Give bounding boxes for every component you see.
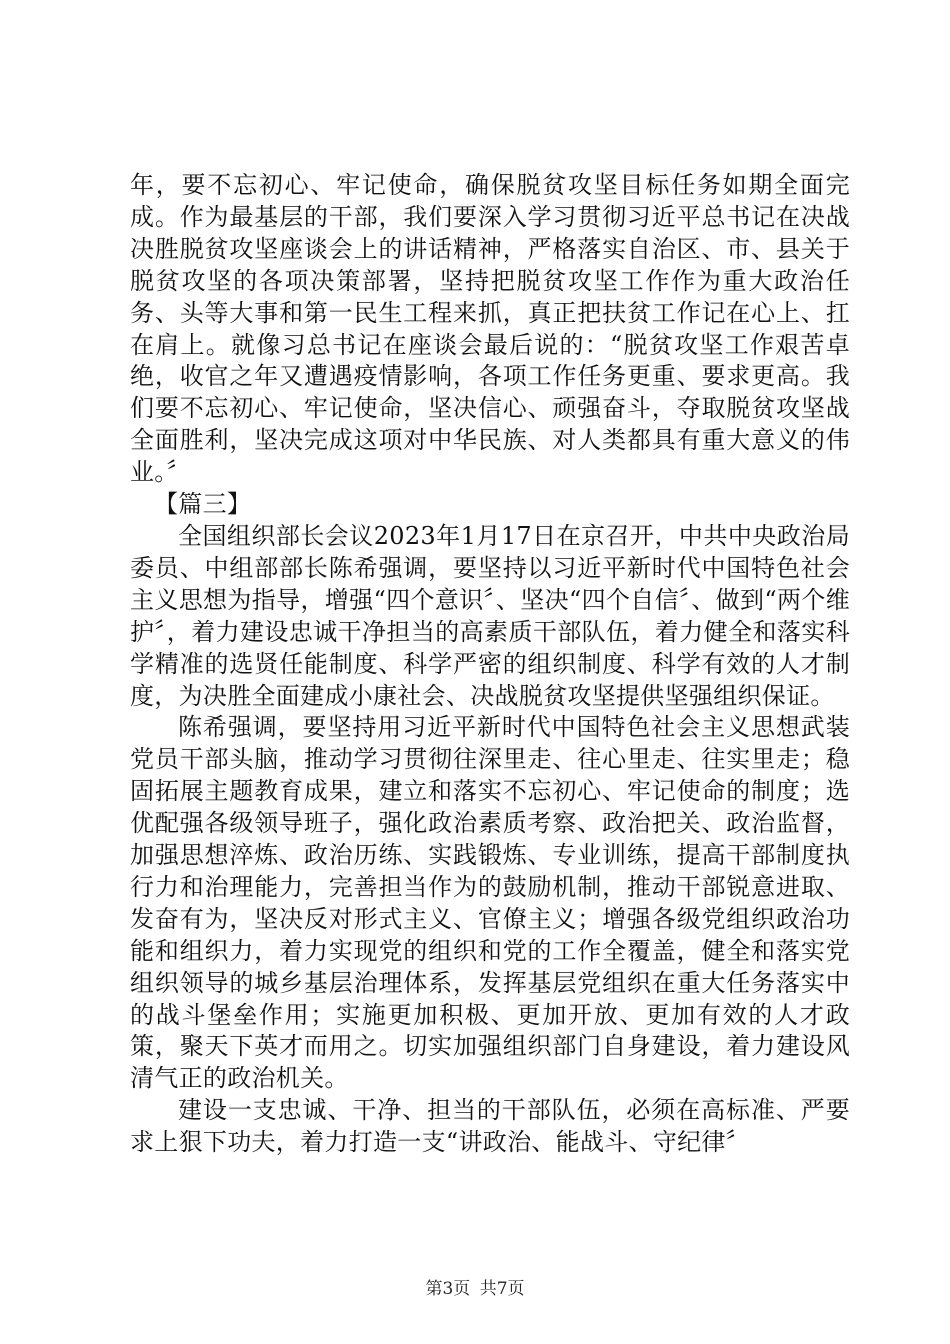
section-heading: 【篇三】 [154, 490, 252, 519]
paragraph-continuation: 年，要不忘初心、牢记使命，确保脱贫攻坚目标任务如期全面完成。作为最基层的干部，我们要深入学习贯彻习近平总书记在决战决胜脱贫攻坚座谈会上的讲话精神，严格落实自治区、市、县关于脱贫攻坚的各项决策部署，坚持把脱贫攻坚工作作为重大政治任务、头等大事和第一民生工程来抓，真正把扶贫工作记在心上、扛在肩上。就像习总书记在座谈会最后说的：“脱贫攻坚工作艰苦卓绝，收官之年又遭遇疫情影响，各项工作任务更重、要求更高。我们要不忘初心、牢记使命，坚决信心、顽强奋斗，夺取脱贫攻坚战全面胜利，坚决完成这项对中华民族、对人类都具有重大意义的伟业。〞 [130, 171, 850, 487]
document-body [130, 170, 850, 1159]
paragraph-chen-xi: 陈希强调，要坚持用习近平新时代中国特色社会主义思想武装党员干部头脑，推动学习贯彻往深里走、往心里走、往实里走；稳固拓展主题教育成果，建立和落实不忘初心、牢记使命的制度；选优配强各级领导班子，强化政治素质考察、政治把关、政治监督，加强思想淬炼、政治历练、实践锻炼、专业训练，提高干部制度执行力和治理能力，完善担当作为的鼓励机制，推动干部锐意进取、发奋有为，坚决反对形式主义、官僚主义；增强各级党组织政治功能和组织力，着力实现党的组织和党的工作全覆盖，健全和落实党组织领导的城乡基层治理体系，发挥基层党组织在重大任务落实中的战斗堡垒作用；实施更加积极、更加开放、更加有效的人才政策，聚天下英才而用之。切实加强组织部门自身建设，着力建设风清气正的政治机关。 [130, 713, 850, 1093]
page-footer [0, 1274, 950, 1299]
paragraph-meeting: 全国组织部长会议2023年1月17日在京召开，中共中央政治局委员、中组部部长陈希强调，要坚持以习近平新时代中国特色社会主义思想为指导，增强“四个意识〞、坚决“四个自信〞、做到“两个维护〞，着力建设忠诚干净担当的高素质干部队伍，着力健全和落实科学精准的选贤任能制度、科学严密的组织制度、科学有效的人才制度，为决胜全面建成小康社会、决战脱贫攻坚提供坚强组织保证。 [130, 521, 850, 710]
page-total: 共7页 [479, 1279, 525, 1299]
paragraph-cadre-team: 建设一支忠诚、干净、担当的干部队伍，必须在高标准、严要求上狠下功夫，着力打造一支“讲政治、能战斗、守纪律〞 [130, 1096, 850, 1157]
page-number: 第3页 [425, 1279, 471, 1299]
